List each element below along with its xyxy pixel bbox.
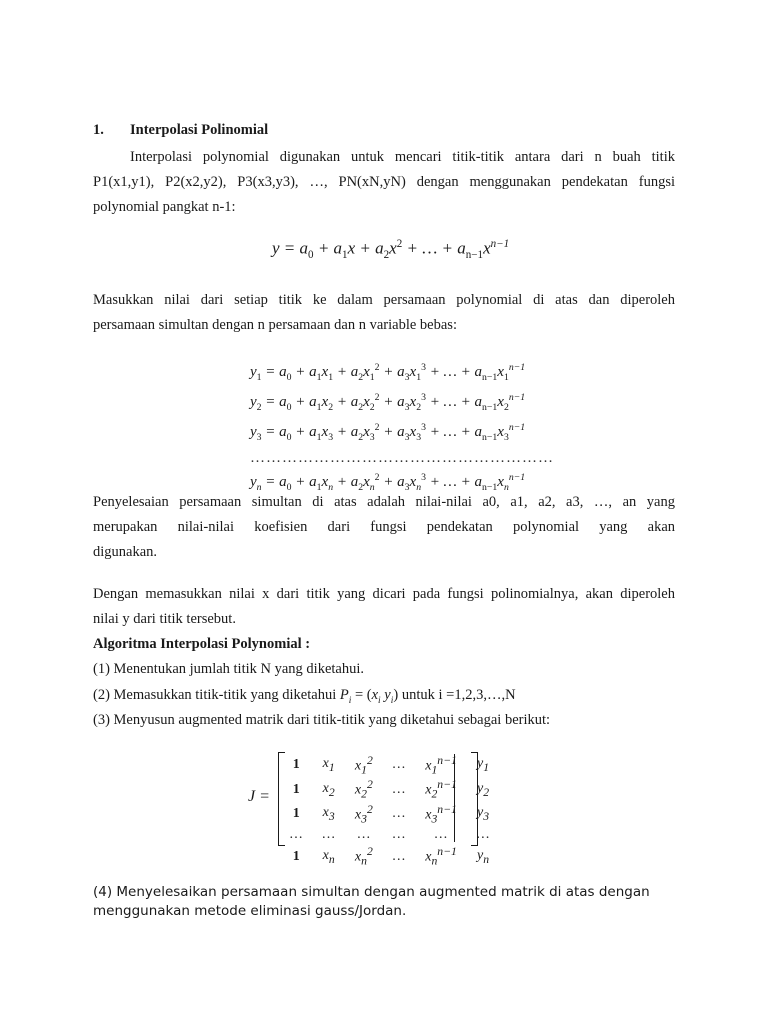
para2-line1: Masukkan nilai dari setiap titik ke dalam persamaan polynomial di atas dan diperoleh [93, 292, 675, 308]
equation-dots: ………………………………………………… [250, 450, 554, 466]
equation-y2: $y_2 = a_0 + a_1x_2 + a_2x_2^2 + a_3x_2^3$ + … + $a_{n-1}x_2^{n-1}$ [250, 392, 526, 413]
step2-prefix: (2) Memasukkan titik-titik yang diketahui [93, 687, 340, 703]
simultaneous-equations [250, 358, 554, 498]
polynomial-equation: $y = a_0 + a_1x + a_2x^2$ + … + $a_{n-1}x^{n-1}$ [272, 238, 510, 262]
algorithm-step4-line1: (4) Menyelesaikan persamaan simultan dengan augmented matrik di atas dengan [93, 884, 650, 900]
para3-line3: digunakan. [93, 544, 158, 560]
step2-suffix: untuk i =1,2,3,…,N [398, 687, 516, 703]
matrix-label: J = [248, 788, 270, 805]
algorithm-step3: (3) Menyusun augmented matrik dari titik-titik yang diketahui sebagai berikut: [93, 712, 551, 728]
algorithm-step1: (1) Menentukan jumlah titik N yang diketahui. [93, 661, 365, 677]
equation-y1: $y_1 = a_0 + a_1x_1 + a_2x_1^2 + a_3x_1^3$ + … + $a_{n-1}x_1^{n-1}$ [250, 362, 526, 383]
para3-line2: merupakan nilai-nilai koefisien dari fungsi pendekatan polynomial yang akan [93, 519, 675, 535]
step2-point-formula: $P_i = (x_i$ $y_i$) [339, 687, 399, 706]
matrix-row-dots: … … … … … … [290, 827, 490, 843]
section-number: 1. [93, 122, 104, 138]
equation-yn: $y_n = a_0 + a_1x_n + a_2x_n^2 + a_3x_n^3$ + … + $a_{n-1}x_n^{n-1}$ [250, 472, 526, 493]
para1-line2: P1(x1,y1), P2(x2,y2), P3(x3,y3), …, PN(xN,yN) dengan menggunakan pendekatan fungsi [93, 174, 675, 190]
algorithm-step2 [93, 685, 675, 711]
matrix-row-3: 1 $x_3$ $x_3^2$ … $x_3^{n-1}$ $y_3$ [292, 802, 490, 826]
para3-line1: Penyelesaian persamaan simultan di atas adalah nilai-nilai a0, a1, a2, a3, …, an yang [93, 494, 675, 510]
matrix-row-1: 1 $x_1$ $x_1^2$ … $x_1^{n-1}$ $y_1$ [292, 754, 490, 777]
para2-line2: persamaan simultan dengan n persamaan dan n variable bebas: [93, 317, 457, 333]
section-title: Interpolasi Polinomial [130, 122, 269, 138]
augmented-matrix [278, 752, 490, 868]
equation-y3: $y_3 = a_0 + a_1x_3 + a_2x_3^2 + a_3x_3^3$ + … + $a_{n-1}x_3^{n-1}$ [250, 422, 526, 443]
matrix-row-n: 1 $x_n$ $x_n^2$ … $x_n^{n-1}$ $y_n$ [292, 845, 490, 868]
matrix-table [280, 753, 499, 869]
algorithm-step4-line2: menggunakan metode eliminasi gauss/Jordan. [93, 903, 407, 919]
para1-line3: polynomial pangkat n-1: [93, 199, 236, 215]
para4-line1: Dengan memasukkan nilai x dari titik yang dicari pada fungsi polinomialnya, akan diperoleh [93, 586, 675, 602]
algorithm-title: Algoritma Interpolasi Polynomial : [93, 636, 311, 652]
para1-line1: Interpolasi polynomial digunakan untuk mencari titik-titik antara dari n buah titik [130, 149, 675, 165]
para4-line2: nilai y dari titik tersebut. [93, 611, 236, 627]
matrix-row-2: 1 $x_2$ $x_2^2$ … $x_2^{n-1}$ $y_2$ [292, 778, 490, 801]
